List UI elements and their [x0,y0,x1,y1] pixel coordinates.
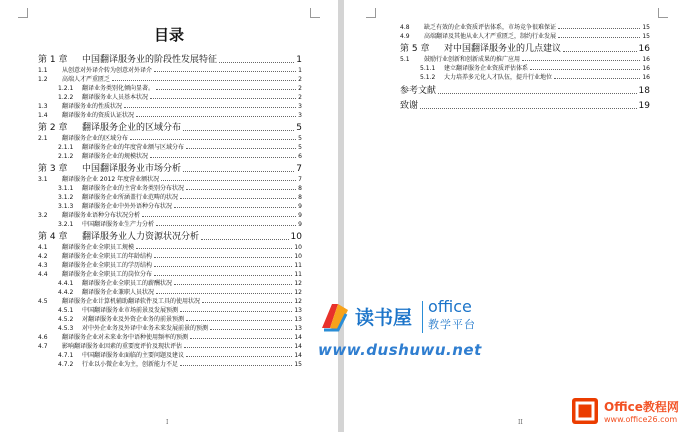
toc-entry-page: 9 [298,221,302,228]
toc-entry-page: 11 [294,271,302,278]
office26-badge [572,392,690,432]
toc-entry-page: 8 [298,185,302,192]
page-number: I [166,419,169,426]
toc-entry[interactable] [38,219,302,228]
toc-entry-text: 翻译服务企业的区域分布 [82,123,182,133]
toc-entry-text: 翻译服务业人员基本状况 [82,94,149,101]
toc-entry-page: 9 [298,212,302,219]
toc-leader-dots [136,248,292,249]
toc-entry-page: 10 [290,232,302,242]
toc-entry-page: 16 [642,65,650,72]
toc-entry-text: 影响翻译服务业因素的重要度评价及现状评估 [62,343,183,350]
toc-entry-text: 翻译服务企业对未来业务中语种使用频率的预测 [62,334,189,341]
toc-entry[interactable] [38,174,302,183]
toc-leader-dots [124,107,296,108]
toc-entry[interactable] [38,341,302,350]
toc-entry-text: 从创意对外译介转为创意对外译介 [62,67,153,74]
toc-entry-number: 4.5.3 [58,325,74,332]
toc-entry-page: 15 [294,361,302,368]
watermark-office: office [428,297,472,316]
toc-entry-number: 4.7.1 [58,352,74,359]
toc-entry-text: 中国翻译服务业的阶段性发展特征 [82,55,218,65]
toc-entry-page: 12 [294,289,302,296]
toc-entry-text: 建立翻译服务企业资质评估体系 [444,65,529,72]
crop-mark [18,8,28,18]
toc-entry-page: 14 [294,334,302,341]
toc-entry-text: 中国翻译服务业市场前景及发展预测 [82,307,179,314]
toc-entry-number: 3.1.2 [58,194,74,201]
toc-entry-page: 14 [294,352,302,359]
toc-leader-dots [180,311,292,312]
toc-entry-page: 10 [294,253,302,260]
toc-leader-dots [202,302,292,303]
toc-entry[interactable] [38,350,302,359]
document-page-right [344,0,690,432]
toc-entry-number: 2.1.1 [58,144,74,151]
toc-entry[interactable] [400,42,650,54]
toc-entry-page: 9 [298,203,302,210]
toc-leader-dots [156,89,296,90]
toc-entry-number: 第 2 章 [38,123,68,133]
toc-leader-dots [522,60,640,61]
toc-entry-text: 翻译服务企业全职员工的年龄结构 [62,253,153,260]
dushuwu-logo-icon [318,300,352,334]
toc-entry-number: 4.1 [38,244,48,251]
toc-entry[interactable] [38,101,302,110]
toc-entry[interactable] [400,54,650,63]
toc-leader-dots [112,80,296,81]
toc-entry-text: 翻译服务企业全职员工的学历结构 [62,262,153,269]
toc-entry-text: 翻译服务企业的区域分布 [62,135,129,142]
toc-leader-dots [174,207,296,208]
toc-leader-dots [210,329,292,330]
toc-leader-dots [174,284,292,285]
toc-entry[interactable] [38,359,302,368]
toc-leader-dots [201,239,289,240]
toc-entry-text: 翻译服务企业所涵盖行业范畴的状况 [82,194,179,201]
toc-entry[interactable] [38,314,302,323]
toc-entry-page: 2 [298,94,302,101]
toc-entry-number: 3.2.1 [58,221,74,228]
toc-entry[interactable] [38,192,302,201]
toc-entry[interactable] [38,201,302,210]
toc-entry[interactable] [400,31,650,40]
toc-entry-number: 4.7.2 [58,361,74,368]
toc-entry-text: 高端人才严重匮乏 [62,76,111,83]
toc-entry-text: 中国翻译服务业生产力分析 [82,221,155,228]
toc-entry[interactable] [38,260,302,269]
toc-entry-text: 大力培养多元化人才队伍，提升行业地位 [444,74,553,81]
toc-leader-dots [530,69,640,70]
toc-leader-dots [184,347,292,348]
office-logo-icon [572,398,598,424]
badge-url: www.office26.com [604,415,678,424]
toc-leader-dots [190,338,292,339]
toc-entry[interactable] [38,296,302,305]
toc-entry[interactable] [38,83,302,92]
toc-entry-page: 15 [642,33,650,40]
toc-entry-page: 14 [294,343,302,350]
toc-leader-dots [136,116,296,117]
toc-entry-number: 4.7 [38,343,48,350]
toc-entry[interactable] [400,99,650,111]
toc-leader-dots [420,108,637,109]
toc-entry-page: 5 [298,144,302,151]
toc-entry-text: 中国翻译服务业市场分析 [82,164,182,174]
toc-entry-text: 中国翻译服务业面临的主要问题及建议 [82,352,185,359]
toc-entry-text: 翻译服务企业的规模状况 [82,153,149,160]
toc-entry[interactable] [38,251,302,260]
crop-mark [310,8,320,18]
toc-entry-number: 4.2 [38,253,48,260]
toc-leader-dots [150,157,296,158]
toc-entry-text: 翻译服务业人力资源状况分析 [82,232,200,242]
toc-entry-number: 4.5.1 [58,307,74,314]
toc-leader-dots [154,71,296,72]
toc-entry[interactable] [38,142,302,151]
toc-leader-dots [558,37,640,38]
badge-title: Office教程网 [604,400,679,414]
toc-entry-page: 2 [298,76,302,83]
toc-entry[interactable] [400,63,650,72]
toc-entry-page: 16 [642,56,650,63]
toc-leader-dots [156,293,292,294]
toc-entry-number: 5.1.1 [420,65,436,72]
toc-entry[interactable] [38,332,302,341]
toc-entry-page: 6 [298,153,302,160]
toc-leader-dots [154,275,292,276]
toc-entry[interactable] [38,210,302,219]
toc-entry[interactable] [38,65,302,74]
toc-entry-number: 4.4.2 [58,289,74,296]
toc-entry-text: 翻译业务类别化倾向显著。 [82,85,155,92]
toc-entry[interactable] [38,305,302,314]
toc-leader-dots [219,62,294,63]
toc-leader-dots [558,28,640,29]
toc-leader-dots [180,365,292,366]
toc-entry[interactable] [38,53,302,65]
toc-entry-number: 4.4.1 [58,280,74,287]
toc-entry-page: 2 [298,85,302,92]
toc-leader-dots [183,130,294,131]
toc-entry-page: 13 [294,316,302,323]
toc-entry-number: 5.1 [400,56,410,63]
toc-entry-page: 13 [294,307,302,314]
toc-entry-number: 4.9 [400,33,410,40]
toc-entry-text: 翻译服务企业全职员工的薪酬状况 [82,280,173,287]
watermark-brand: 读书屋 [355,307,413,329]
toc-entry[interactable] [38,162,302,174]
toc-leader-dots [186,356,292,357]
toc-leader-dots [183,171,294,172]
toc-entry-text: 对翻译服务业及外资企业务的前景预测 [82,316,185,323]
watermark-url: www.dushuwu.net [318,341,482,359]
toc-leader-dots [154,257,292,258]
toc-entry-text: 对中国翻译服务业的几点建议 [444,44,562,54]
toc-entry-number: 第 4 章 [38,232,68,242]
toc-entry-page: 5 [296,123,302,133]
toc-entry-text: 翻译服务企业 2012 年度营业额状况 [62,176,160,183]
toc-entry-number: 3.2 [38,212,48,219]
toc-leader-dots [186,189,296,190]
toc-entry-number: 2.1 [38,135,48,142]
toc-entry-page: 12 [294,298,302,305]
toc-entry-text: 缺乏有效的企业资质评估体系，市场竞争很难保证 [424,24,557,31]
toc-entry-text: 对中外企业务及外译中业务未来发展前景的预测 [82,325,209,332]
document-page-left [0,0,338,432]
toc-entry-number: 3.1 [38,176,48,183]
toc-entry-number: 3.1.3 [58,203,74,210]
toc-leader-dots [150,98,296,99]
toc-leader-dots [438,93,637,94]
toc-entry-number: 1.4 [38,112,48,119]
toc-entry-page: 3 [298,103,302,110]
page-number: II [518,419,523,426]
toc-entry-text: 翻译服务企业计算机辅助翻译软件及工具的使用状况 [62,298,201,305]
toc-entry-number: 3.1.1 [58,185,74,192]
toc-entry-text: 行业以小微企业为主，创新能力不足 [82,361,179,368]
toc-entry-number: 1.2.2 [58,94,74,101]
toc-entry-page: 15 [642,24,650,31]
toc-entry-text: 高端翻译及其他从业人才严重匮乏，制约行业发展 [424,33,557,40]
toc-entry[interactable] [38,323,302,332]
toc-entry-page: 7 [298,176,302,183]
toc-entry[interactable] [38,151,302,160]
toc-entry-page: 8 [298,194,302,201]
toc-entry-number: 4.4 [38,271,48,278]
toc-entry-number: 第 1 章 [38,55,68,65]
crop-mark [658,8,668,18]
toc-entry-text: 翻译服务企业的年度营业额与区域分布 [82,144,185,151]
crop-mark [366,8,376,18]
toc-entry-text: 翻译服务企业的主营业务类别分布状况 [82,185,185,192]
toc-entry-page: 13 [294,325,302,332]
toc-entry[interactable] [38,121,302,133]
toc-entry-number: 5.1.2 [420,74,436,81]
toc-entry-page: 1 [298,67,302,74]
toc-leader-dots [180,198,296,199]
toc-entry-number: 1.2 [38,76,48,83]
toc-entry[interactable] [38,269,302,278]
toc-leader-dots [563,51,637,52]
toc-entry-page: 5 [298,135,302,142]
toc-entry-page: 16 [642,74,650,81]
toc-entry-page: 18 [638,86,650,96]
toc-entry-number: 4.8 [400,24,410,31]
toc-entry[interactable] [400,84,650,96]
toc-entry[interactable] [38,242,302,251]
toc-leader-dots [154,266,292,267]
toc-entry-text: 翻译服务业的性质状况 [62,103,123,110]
toc-entry-text: 翻译服务企业全职员工规模 [62,244,135,251]
toc-entry-number: 4.5 [38,298,48,305]
toc-entry-page: 16 [638,44,650,54]
toc-leader-dots [554,78,640,79]
toc-entry-page: 12 [294,280,302,287]
toc-entry-number: 4.5.2 [58,316,74,323]
toc-entry[interactable] [38,278,302,287]
toc-entry-page: 1 [296,55,302,65]
toc-entry-number: 2.1.2 [58,153,74,160]
toc-title: 目录 [153,26,184,44]
toc-entry-number: 参考文献 [400,86,437,96]
toc-entry-number: 1.2.1 [58,85,74,92]
toc-entry[interactable] [38,92,302,101]
toc-entry[interactable] [38,287,302,296]
toc-entry[interactable] [400,72,650,81]
toc-entry-number: 第 5 章 [400,44,430,54]
toc-entry[interactable] [38,183,302,192]
toc-entry[interactable] [38,133,302,142]
toc-entry[interactable] [38,74,302,83]
toc-entry-text: 翻译服务企业中外外语种分布状况 [82,203,173,210]
toc-entry-text: 鼓励行业创新和创新成果的推广应用 [424,56,521,63]
toc-leader-dots [161,180,296,181]
toc-entry-text: 翻译服务企业兼职人员状况 [82,289,155,296]
toc-entry[interactable] [400,22,650,31]
toc-leader-dots [156,225,296,226]
toc-leader-dots [130,139,296,140]
toc-entry-page: 19 [638,101,650,111]
toc-entry-number: 致谢 [400,101,419,111]
toc-entry-text: 翻译服务企业全职员工的岗位分布 [62,271,153,278]
toc-entry-page: 10 [294,244,302,251]
toc-leader-dots [186,148,296,149]
toc-entry-page: 7 [296,164,302,174]
toc-entry-number: 4.6 [38,334,48,341]
toc-entry-text: 翻译服务业语种分布状况分析 [62,212,141,219]
toc-entry-page: 3 [298,112,302,119]
toc-entry-page: 11 [294,262,302,269]
toc-entry-number: 第 3 章 [38,164,68,174]
watermark-divider [422,301,423,333]
toc-entry-number: 1.1 [38,67,48,74]
toc-entry-text: 翻译服务业的资质认证状况 [62,112,135,119]
toc-entry-number: 4.3 [38,262,48,269]
toc-leader-dots [142,216,296,217]
toc-leader-dots [186,320,292,321]
toc-entry-number: 1.3 [38,103,48,110]
toc-entry[interactable] [38,110,302,119]
toc-entry[interactable] [38,230,302,242]
watermark-subtitle: 教学平台 [428,318,476,331]
